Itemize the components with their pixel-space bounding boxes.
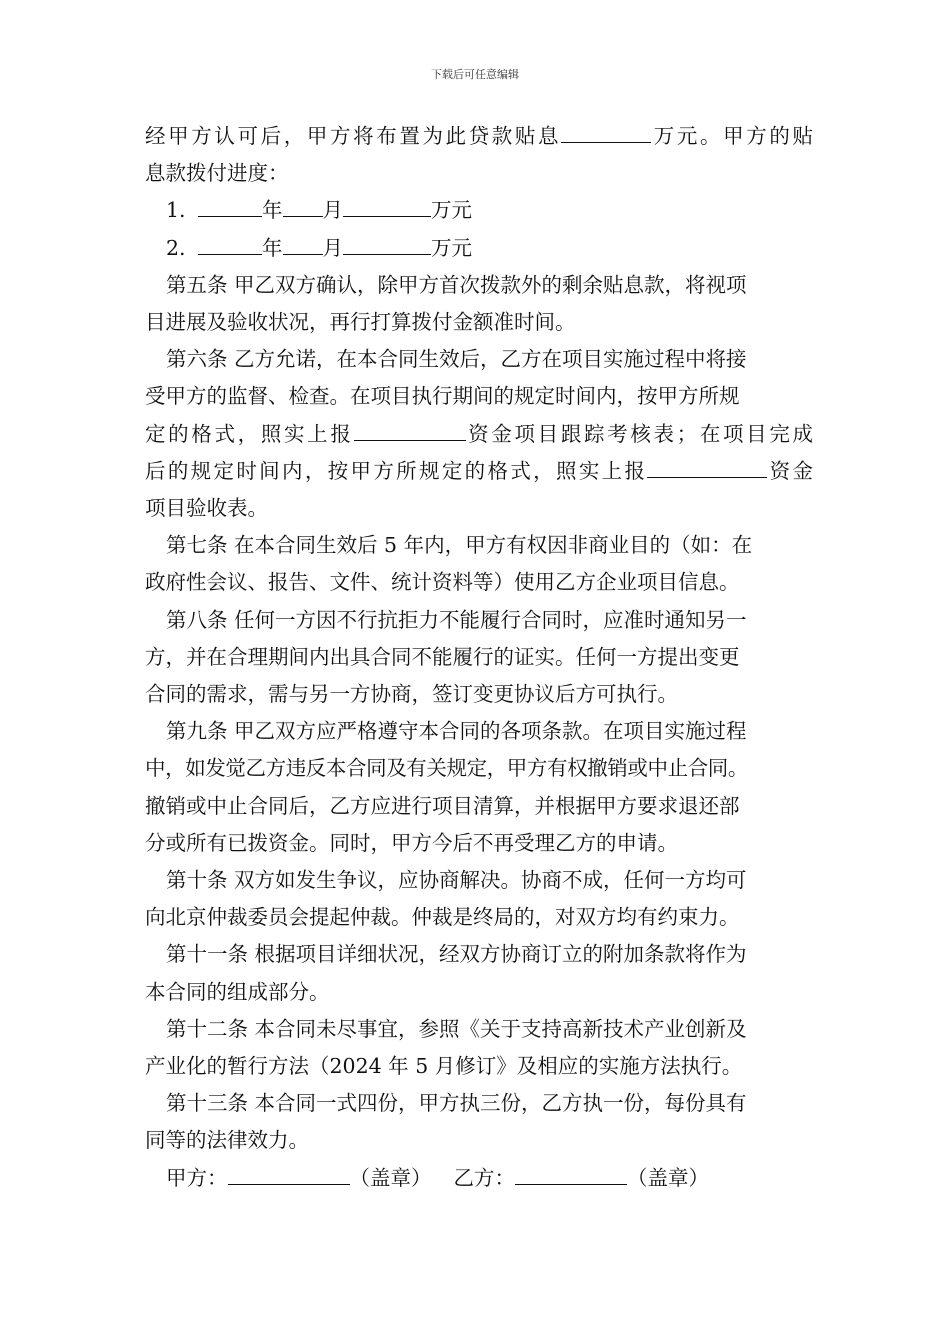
article-5 — [145, 267, 813, 341]
party-a-signature-blank[interactable] — [228, 1161, 350, 1185]
article-7-line-2: 政府性会议、报告、文件、统计资料等）使用乙方企业项目信息。 — [145, 570, 740, 595]
amount-blank[interactable] — [343, 231, 431, 255]
document-body — [145, 118, 813, 1197]
article-6-line-5: 项目验收表。 — [145, 496, 268, 521]
schedule-number: 2. — [166, 235, 186, 260]
article-11-line-2: 本合同的组成部分。 — [145, 979, 330, 1004]
schedule-item-2 — [145, 230, 813, 267]
article-12-line-2: 产业化的暂行方法（2024 年 5 月修订》及相应的实施方法执行。 — [145, 1054, 743, 1079]
article-7-line-1: 第七条 在本合同生效后 5 年内，甲方有权因非商业目的（如：在 — [166, 533, 753, 558]
signature-line — [145, 1160, 813, 1197]
article-8-line-2: 方，并在合理期间内出具合同不能履行的证实。任何一方提出变更 — [145, 644, 740, 669]
party-b-stamp-label: （盖章） — [627, 1165, 709, 1190]
intro-line-2: 息款拨付进度： — [145, 161, 289, 186]
article-5-line-2: 目进展及验收状况，再行打算拨付金额准时间。 — [145, 310, 576, 335]
schedule-item-1 — [145, 192, 813, 229]
article-9 — [145, 713, 813, 862]
article-6-line-2: 受甲方的监督、检查。在项目执行期间的规定时间内，按甲方所规 — [145, 384, 740, 409]
year-blank[interactable] — [198, 193, 262, 217]
page-header: 下载后可任意编辑 — [431, 68, 519, 81]
year-label: 年 — [262, 198, 283, 223]
article-10-line-2: 向北京仲裁委员会提起仲裁。仲裁是终局的，对双方均有约束力。 — [145, 905, 740, 930]
article-7 — [145, 527, 813, 601]
article-11 — [145, 936, 813, 1010]
schedule-number: 1. — [166, 198, 186, 223]
article-9-line-4: 分或所有已拨资金。同时，甲方今后不再受理乙方的申请。 — [145, 830, 678, 855]
intro-paragraph — [145, 118, 813, 192]
month-label: 月 — [322, 198, 343, 223]
article-13-line-2: 同等的法律效力。 — [145, 1128, 309, 1153]
article-8 — [145, 602, 813, 714]
unit-label: 万元 — [431, 198, 472, 223]
article-9-line-3: 撤销或中止合同后，乙方应进行项目清算，并根据甲方要求退还部 — [145, 793, 740, 818]
article-6-line-1: 第六条 乙方允诺，在本合同生效后，乙方在项目实施过程中将接 — [166, 347, 747, 372]
article-6-line-3 — [145, 416, 813, 453]
year-label: 年 — [262, 235, 283, 260]
article-8-line-1: 第八条 任何一方因不行抗拒力不能履行合同时，应准时通知另一 — [166, 607, 747, 632]
article-6-text: 后的规定时间内，按甲方所规定的格式，照实上报 — [145, 458, 648, 483]
article-10 — [145, 862, 813, 936]
subsidy-amount-blank[interactable] — [561, 119, 651, 143]
party-a-stamp-label: （盖章） — [349, 1165, 432, 1190]
article-6-text: 定的格式，照实上报 — [145, 421, 354, 446]
year-blank[interactable] — [198, 231, 262, 255]
tracking-fund-blank[interactable] — [354, 417, 466, 441]
intro-text-b: 万元。甲方的贴 — [651, 124, 814, 148]
article-6-text: 资金项目跟踪考核表；在项目完成 — [465, 421, 813, 446]
month-blank[interactable] — [283, 193, 323, 217]
article-12 — [145, 1011, 813, 1085]
month-blank[interactable] — [283, 231, 323, 255]
acceptance-fund-blank[interactable] — [647, 454, 767, 478]
article-11-line-1: 第十一条 根据项目详细状况，经双方协商订立的附加条款将作为 — [166, 942, 747, 967]
article-6 — [145, 341, 813, 527]
article-10-line-1: 第十条 双方如发生争议，应协商解决。协商不成，任何一方均可 — [166, 868, 747, 893]
article-13 — [145, 1085, 813, 1159]
month-label: 月 — [322, 235, 343, 260]
article-9-line-1: 第九条 甲乙双方应严格遵守本合同的各项条款。在项目实施过程 — [166, 719, 747, 744]
unit-label: 万元 — [431, 235, 472, 260]
article-5-line-1: 第五条 甲乙双方确认，除甲方首次拨款外的剩余贴息款，将视项 — [166, 272, 747, 297]
intro-line-1 — [145, 118, 813, 155]
article-6-line-4 — [145, 453, 813, 490]
article-12-line-1: 第十二条 本合同未尽事宜，参照《关于支持高新技术产业创新及 — [166, 1016, 747, 1041]
article-6-text: 资金 — [767, 458, 814, 483]
party-a-label: 甲方： — [166, 1165, 228, 1190]
party-b-signature-blank[interactable] — [515, 1161, 627, 1185]
intro-text-a: 经甲方认可后，甲方将布置为此贷款贴息 — [145, 124, 562, 148]
article-13-line-1: 第十三条 本合同一式四份，甲方执三份，乙方执一份，每份具有 — [166, 1091, 747, 1116]
article-8-line-3: 合同的需求，需与另一方协商，签订变更协议后方可执行。 — [145, 682, 678, 707]
amount-blank[interactable] — [343, 193, 431, 217]
party-b-label: 乙方： — [453, 1165, 515, 1190]
article-9-line-2: 中，如发觉乙方违反本合同及有关规定，甲方有权撤销或中止合同。 — [145, 756, 748, 781]
